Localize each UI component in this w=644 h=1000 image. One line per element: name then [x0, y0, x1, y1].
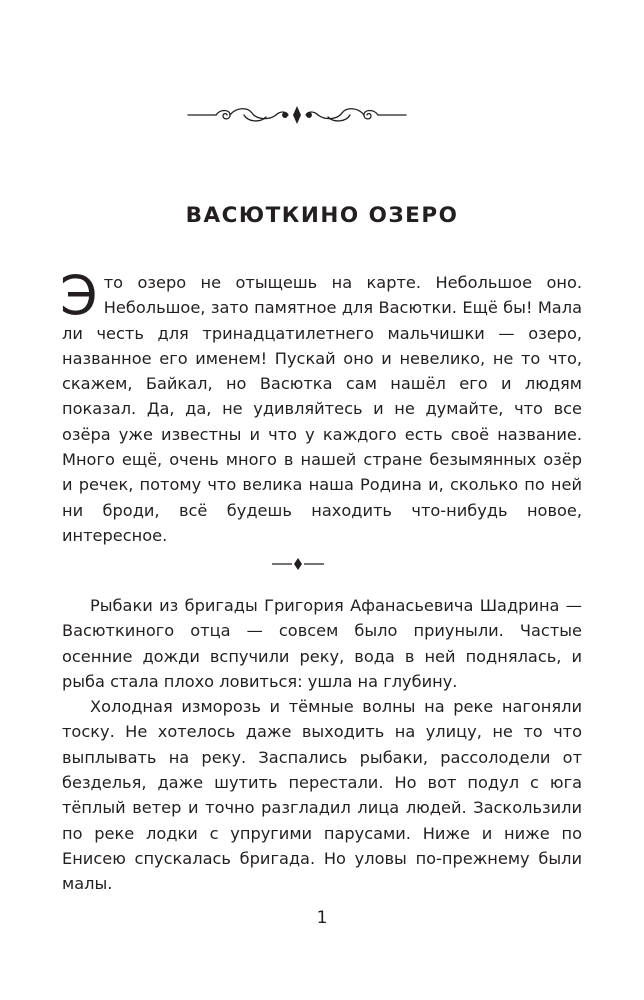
paragraph: Холодная изморозь и тёмные волны на реке нагоняли тоску. Не хотелось даже выходить на улицу, не то что выплывать на реку. Заспались рыбаки, рассолодели от безделья, даже шутить перестали. Но вот подул с юга тёплый ветер и точно разгладил лица людей. Заскользили по реке лодки с упругими парусами. Ниже и ниже по Енисею спускалась бригада. Но уловы по-прежнему были малы. [62, 697, 582, 894]
chapter-title: ВАСЮТКИНО ОЗЕРО [185, 203, 459, 228]
drop-cap: Э [60, 264, 98, 327]
page-number: 1 [316, 908, 328, 928]
paragraph: Рыбаки из бригады Григория Афанасьевича Шадрина — Васюткиного отца — совсем было приуныли. Частые осенние дожди вспучили реку, вода в ней поднялась, и рыба стала плохо ловиться: ушла на глубину. [62, 596, 582, 691]
intro-text: то озеро не отыщешь на карте. Небольшое оно. Небольшое, зато памятное для Васютки. Ещё бы! Мала ли честь для тринадцатилетнего мальчишки — озеро, названное его именем! Пускай оно и невелико, не то что, скажем, Байкал, но Васютка сам нашёл его и людям показал. Да, да, не удивляйтесь и не думайте, что все озёра уже известны и что у каждого есть своё название. Много ещё, очень много в нашей стране безымянных озёр и речек, потому что велика наша Родина и, сколько по ней ни броди, всё будешь находить что-нибудь новое, интересное. [62, 273, 582, 545]
body-text [62, 593, 582, 897]
intro-paragraph [60, 264, 582, 548]
ornament-divider-top [186, 102, 408, 128]
ornament-divider-small [270, 557, 326, 571]
